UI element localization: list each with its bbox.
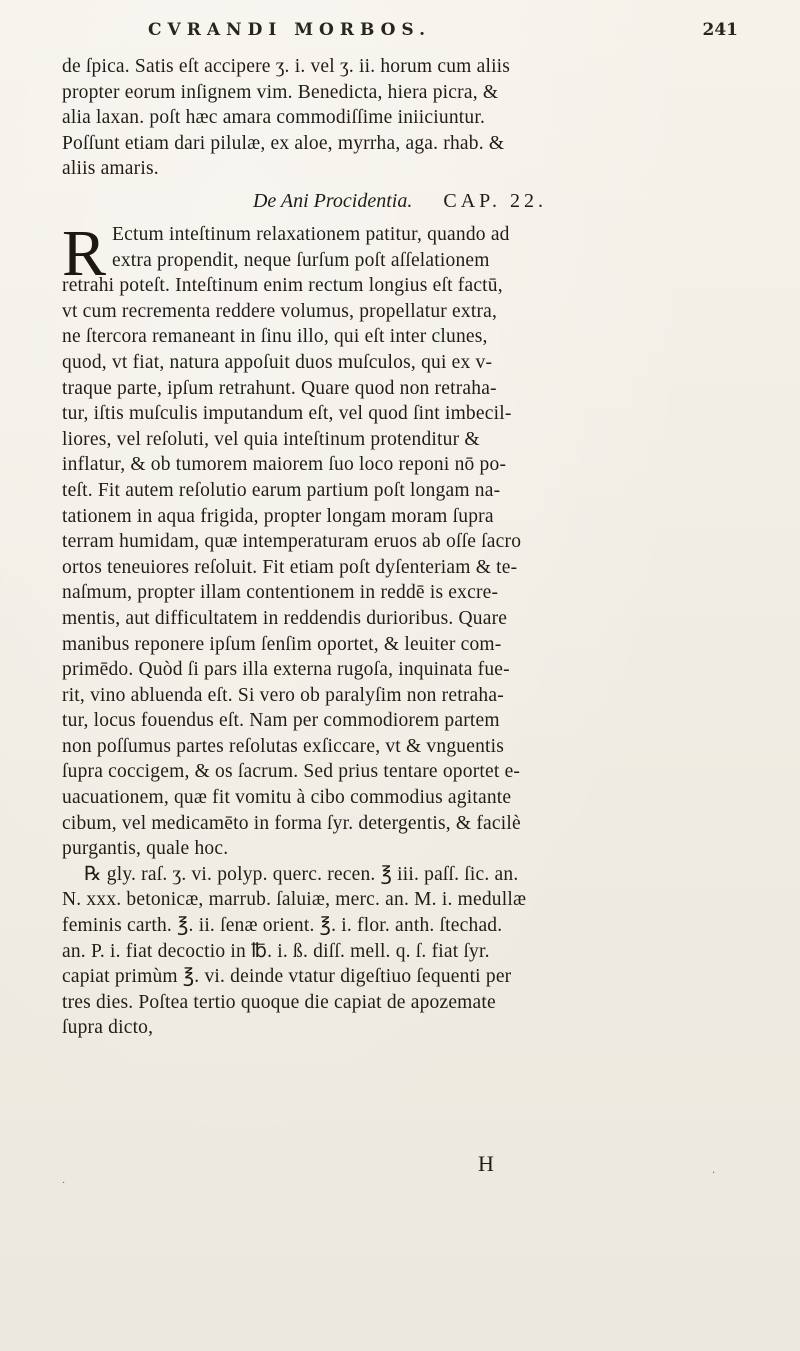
signature-mark: H [478, 1151, 494, 1176]
text-line: rit, vino abluenda eſt. Si vero ob paralyſim non retraha- [62, 684, 504, 706]
text-line: ne ſtercora remaneant in ſinu illo, qui eſt inter clunes, [62, 326, 488, 348]
text-line: naſmum, propter illam contentionem in reddē is excre- [62, 582, 499, 604]
drop-cap-initial: R [62, 217, 107, 290]
page-number: 241 [702, 20, 738, 40]
text-line: inflatur, & ob tumorem maiorem ſuo loco reponi nō po- [62, 454, 507, 476]
opening-paragraph [62, 54, 767, 182]
text-line: non poſſumus partes reſolutas exſiccare, vt & vnguentis [62, 735, 505, 757]
prescription-line: ℞ gly. raſ. ʒ. vi. polyp. querc. recen. ℥ iii. paſſ. ſic. an. [84, 863, 519, 885]
text-line: extra propendit, neque ſurſum poſt aſſelationem [112, 249, 490, 271]
text-line: primēdo. Quòd ſi pars illa externa rugoſa, inquinata fue- [62, 659, 510, 681]
text-line: uacuationem, quæ fit vomitu à cibo commodius agitante [62, 787, 512, 809]
text-line: traque parte, ipſum retrahunt. Quare quod non retraha- [62, 377, 497, 399]
text-line: ortos teneuiores reſoluit. Fit etiam poſt dyſenteriam & te- [62, 556, 518, 578]
prescription-line: tres dies. Poſtea tertio quoque die capiat de apozemate [62, 991, 496, 1013]
text-line: Poſſunt etiam dari pilulæ, ex aloe, myrrha, aga. rhab. & [62, 132, 505, 154]
text-line: vt cum recrementa reddere volumus, propellatur extra, [62, 300, 498, 322]
prescription-line: capiat primùm ℥. vi. deinde vtatur digeſtiuo ſequenti per [62, 966, 512, 988]
text-line: tationem in aqua frigida, propter longam moram ſupra [62, 505, 494, 527]
text-line: manibus reponere ipſum ſenſim oportet, & leuiter com- [62, 633, 502, 655]
text-line: propter eorum inſignem vim. Benedicta, hiera picra, & [62, 81, 499, 103]
chapter-body [62, 217, 767, 1041]
text-line: tur, locus fouendus eſt. Nam per commodiorem partem [62, 710, 500, 732]
text-line: quod, vt fiat, natura appoſuit duos muſculos, qui ex v- [62, 351, 493, 373]
chapter-heading [0, 190, 800, 213]
text-line: terram humidam, quæ intemperaturam eruos ab oſſe ſacro [62, 531, 522, 553]
text-line: retrahi poteſt. Inteſtinum enim rectum longius eſt factū, [62, 275, 503, 297]
text-line: tur, iſtis muſculis imputandum eſt, vel quod ſint imbecil- [62, 403, 512, 425]
text-line: de ſpica. Satis eſt accipere ʒ. i. vel ʒ. ii. horum cum aliis [62, 56, 511, 77]
text-line: liores, vel reſoluti, vel quia inteſtinum protenditur & [62, 428, 480, 450]
chapter-title: De Ani Procidentia. [252, 190, 413, 212]
text-line: Ectum inteſtinum relaxationem patitur, quando ad [112, 224, 510, 245]
text-line: mentis, aut difficultatem in reddendis durioribus. Quare [62, 607, 508, 629]
ink-speck: · [62, 1178, 66, 1189]
ink-speck: · [712, 1168, 716, 1179]
prescription-line: N. xxx. betonicæ, marrub. ſaluiæ, merc. an. M. i. medullæ [62, 889, 527, 911]
chapter-number: CAP. 22. [443, 190, 548, 212]
text-line: ſupra coccigem, & os ſacrum. Sed prius tentare oportet e- [62, 761, 521, 783]
text-line: teſt. Fit autem reſolutio earum partium poſt longam na- [62, 479, 501, 501]
prescription-line: feminis carth. ℥. ii. ſenæ orient. ℥. i. flor. anth. ſtechad. [62, 915, 503, 937]
text-line: aliis amaris. [62, 158, 159, 180]
text-line: alia laxan. poſt hæc amara commodiſſime iniiciuntur. [62, 107, 486, 129]
prescription-line: an. P. i. fiat decoctio in ℔. i. ß. diſſ. mell. q. ſ. fiat ſyr. [62, 940, 490, 962]
text-line: cibum, vel medicamēto in forma ſyr. detergentis, & facilè [62, 812, 521, 834]
prescription-line: ſupra dicto, [62, 1017, 154, 1039]
text-line: purgantis, quale hoc. [62, 838, 229, 860]
running-head: CVRANDI MORBOS. [148, 20, 432, 40]
